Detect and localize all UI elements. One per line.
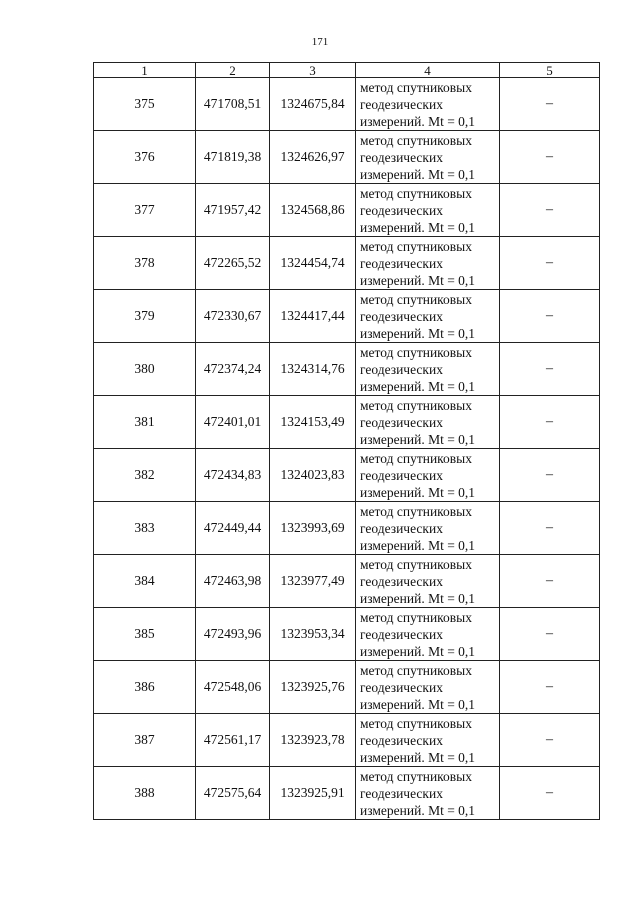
table-body xyxy=(94,78,600,820)
x-coordinate-cell: 472463,98 xyxy=(196,555,270,608)
note-cell: – xyxy=(500,767,600,820)
method-line: метод спутниковых xyxy=(360,503,472,519)
note-cell: – xyxy=(500,555,600,608)
table-row xyxy=(94,767,600,820)
method-line: метод спутниковых xyxy=(360,238,472,254)
y-coordinate-cell: 1323925,76 xyxy=(270,661,356,714)
table-row xyxy=(94,502,600,555)
point-number-cell: 383 xyxy=(94,502,196,555)
x-coordinate-cell: 472575,64 xyxy=(196,767,270,820)
point-number-cell: 381 xyxy=(94,396,196,449)
method-line: геодезических xyxy=(360,149,443,165)
note-cell: – xyxy=(500,343,600,396)
y-coordinate-cell: 1324417,44 xyxy=(270,290,356,343)
y-coordinate-cell: 1324626,97 xyxy=(270,131,356,184)
method-cell xyxy=(356,396,500,449)
method-line: метод спутниковых xyxy=(360,185,472,201)
note-cell: – xyxy=(500,714,600,767)
point-number-cell: 378 xyxy=(94,237,196,290)
point-number-cell: 380 xyxy=(94,343,196,396)
y-coordinate-cell: 1324454,74 xyxy=(270,237,356,290)
method-cell xyxy=(356,608,500,661)
point-number-cell: 387 xyxy=(94,714,196,767)
x-coordinate-cell: 472330,67 xyxy=(196,290,270,343)
x-coordinate-cell: 472374,24 xyxy=(196,343,270,396)
method-line: геодезических xyxy=(360,202,443,218)
table-row xyxy=(94,449,600,502)
y-coordinate-cell: 1323977,49 xyxy=(270,555,356,608)
point-number-cell: 388 xyxy=(94,767,196,820)
method-line: измерений. Mt = 0,1 xyxy=(360,378,476,394)
note-cell: – xyxy=(500,237,600,290)
x-coordinate-cell: 471957,42 xyxy=(196,184,270,237)
point-number-cell: 382 xyxy=(94,449,196,502)
method-line: метод спутниковых xyxy=(360,344,472,360)
point-number-cell: 386 xyxy=(94,661,196,714)
method-cell xyxy=(356,767,500,820)
method-line: метод спутниковых xyxy=(360,768,472,784)
method-cell xyxy=(356,343,500,396)
method-line: геодезических xyxy=(360,679,443,695)
table-row xyxy=(94,78,600,131)
x-coordinate-cell: 472493,96 xyxy=(196,608,270,661)
y-coordinate-cell: 1323925,91 xyxy=(270,767,356,820)
column-header-4: 4 xyxy=(356,63,500,78)
table-row xyxy=(94,131,600,184)
note-cell: – xyxy=(500,502,600,555)
note-cell: – xyxy=(500,608,600,661)
column-header-1: 1 xyxy=(94,63,196,78)
note-cell: – xyxy=(500,290,600,343)
table-row xyxy=(94,555,600,608)
method-line: метод спутниковых xyxy=(360,132,472,148)
page-number: 171 xyxy=(311,36,329,48)
point-number-cell: 385 xyxy=(94,608,196,661)
point-number-cell: 379 xyxy=(94,290,196,343)
method-cell xyxy=(356,502,500,555)
note-cell: – xyxy=(500,449,600,502)
method-line: метод спутниковых xyxy=(360,397,472,413)
method-cell xyxy=(356,661,500,714)
method-line: измерений. Mt = 0,1 xyxy=(360,537,476,553)
point-number-cell: 375 xyxy=(94,78,196,131)
method-line: измерений. Mt = 0,1 xyxy=(360,802,476,818)
method-line: геодезических xyxy=(360,785,443,801)
method-line: геодезических xyxy=(360,626,443,642)
method-cell xyxy=(356,131,500,184)
table-row xyxy=(94,661,600,714)
method-line: метод спутниковых xyxy=(360,79,472,95)
note-cell: – xyxy=(500,184,600,237)
method-line: измерений. Mt = 0,1 xyxy=(360,113,476,129)
method-cell xyxy=(356,290,500,343)
x-coordinate-cell: 471708,51 xyxy=(196,78,270,131)
x-coordinate-cell: 472561,17 xyxy=(196,714,270,767)
method-line: геодезических xyxy=(360,361,443,377)
x-coordinate-cell: 472434,83 xyxy=(196,449,270,502)
method-line: измерений. Mt = 0,1 xyxy=(360,696,476,712)
table-row xyxy=(94,714,600,767)
method-line: измерений. Mt = 0,1 xyxy=(360,219,476,235)
method-cell xyxy=(356,184,500,237)
x-coordinate-cell: 472449,44 xyxy=(196,502,270,555)
y-coordinate-cell: 1324153,49 xyxy=(270,396,356,449)
x-coordinate-cell: 472548,06 xyxy=(196,661,270,714)
x-coordinate-cell: 472265,52 xyxy=(196,237,270,290)
method-line: измерений. Mt = 0,1 xyxy=(360,325,476,341)
table-row xyxy=(94,343,600,396)
method-cell xyxy=(356,555,500,608)
x-coordinate-cell: 471819,38 xyxy=(196,131,270,184)
method-line: геодезических xyxy=(360,308,443,324)
method-cell xyxy=(356,78,500,131)
method-line: геодезических xyxy=(360,520,443,536)
column-header-3: 3 xyxy=(270,63,356,78)
method-line: геодезических xyxy=(360,96,443,112)
note-cell: – xyxy=(500,396,600,449)
x-coordinate-cell: 472401,01 xyxy=(196,396,270,449)
method-line: метод спутниковых xyxy=(360,556,472,572)
column-header-2: 2 xyxy=(196,63,270,78)
method-line: метод спутниковых xyxy=(360,609,472,625)
table-header-row xyxy=(94,63,600,78)
method-line: геодезических xyxy=(360,255,443,271)
point-number-cell: 384 xyxy=(94,555,196,608)
table-row xyxy=(94,237,600,290)
column-header-5: 5 xyxy=(500,63,600,78)
method-line: геодезических xyxy=(360,414,443,430)
note-cell: – xyxy=(500,661,600,714)
y-coordinate-cell: 1323993,69 xyxy=(270,502,356,555)
y-coordinate-cell: 1324568,86 xyxy=(270,184,356,237)
point-number-cell: 377 xyxy=(94,184,196,237)
method-line: измерений. Mt = 0,1 xyxy=(360,590,476,606)
y-coordinate-cell: 1323953,34 xyxy=(270,608,356,661)
method-line: измерений. Mt = 0,1 xyxy=(360,643,476,659)
y-coordinate-cell: 1323923,78 xyxy=(270,714,356,767)
y-coordinate-cell: 1324023,83 xyxy=(270,449,356,502)
method-line: геодезических xyxy=(360,467,443,483)
table-row xyxy=(94,184,600,237)
method-line: метод спутниковых xyxy=(360,450,472,466)
table-row xyxy=(94,396,600,449)
note-cell: – xyxy=(500,131,600,184)
method-line: метод спутниковых xyxy=(360,291,472,307)
method-cell xyxy=(356,714,500,767)
method-line: измерений. Mt = 0,1 xyxy=(360,431,476,447)
y-coordinate-cell: 1324314,76 xyxy=(270,343,356,396)
table-row xyxy=(94,290,600,343)
method-line: измерений. Mt = 0,1 xyxy=(360,484,476,500)
note-cell: – xyxy=(500,78,600,131)
coordinates-table xyxy=(93,62,600,820)
table-row xyxy=(94,608,600,661)
y-coordinate-cell: 1324675,84 xyxy=(270,78,356,131)
method-cell xyxy=(356,237,500,290)
method-line: измерений. Mt = 0,1 xyxy=(360,272,476,288)
method-line: метод спутниковых xyxy=(360,662,472,678)
method-cell xyxy=(356,449,500,502)
method-line: измерений. Mt = 0,1 xyxy=(360,749,476,765)
point-number-cell: 376 xyxy=(94,131,196,184)
method-line: измерений. Mt = 0,1 xyxy=(360,166,476,182)
method-line: геодезических xyxy=(360,573,443,589)
method-line: метод спутниковых xyxy=(360,715,472,731)
method-line: геодезических xyxy=(360,732,443,748)
